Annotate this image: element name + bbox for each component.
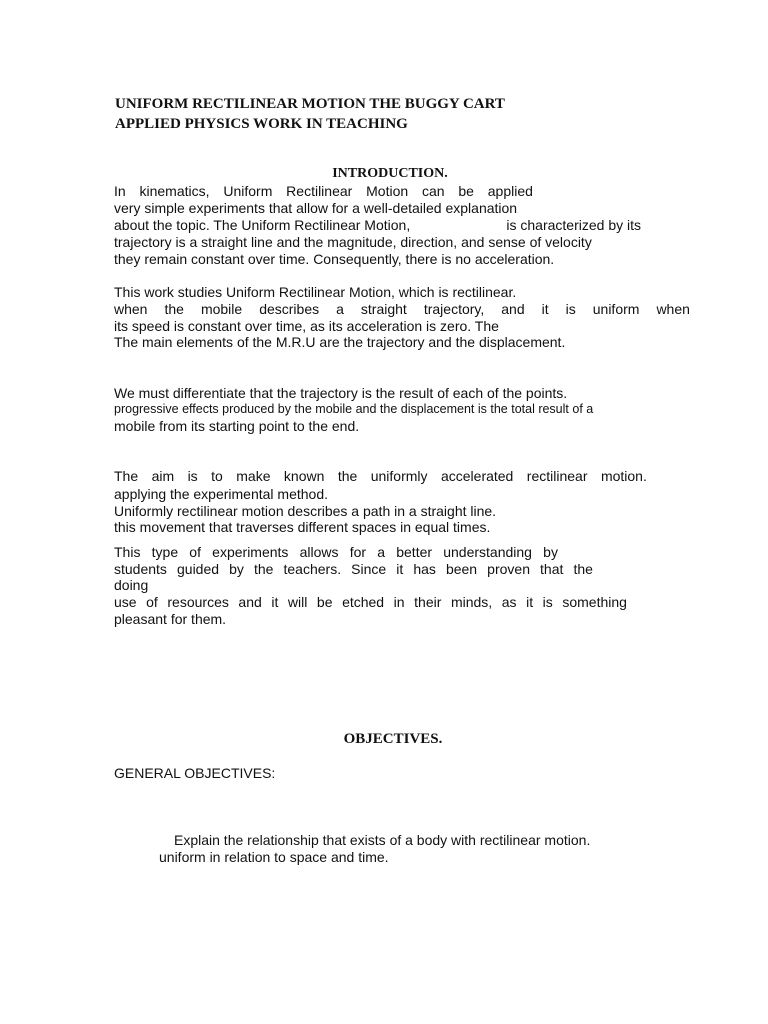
paragraph5-line-4 <box>114 594 627 611</box>
objectives-heading: OBJECTIVES. <box>343 731 443 747</box>
word: resources <box>167 594 229 610</box>
word: applied <box>487 183 533 199</box>
word: will <box>287 594 308 610</box>
word: better <box>396 544 433 560</box>
word: guided <box>177 561 220 577</box>
word: trajectory, <box>423 301 485 317</box>
word: can <box>421 183 445 199</box>
word: is <box>542 594 553 610</box>
word: understanding <box>443 544 532 560</box>
general-objectives-label: GENERAL OBJECTIVES: <box>114 765 276 781</box>
paragraph5-line-1 <box>114 544 558 561</box>
word: The <box>114 468 139 484</box>
word: students <box>114 561 167 577</box>
word: allows <box>299 544 339 560</box>
word: been <box>445 561 478 577</box>
word: Uniform <box>223 183 273 199</box>
word: is <box>187 468 198 484</box>
word: motion. <box>600 468 647 484</box>
word: when <box>114 301 148 317</box>
word: when <box>656 301 690 317</box>
word: uniformly <box>370 468 428 484</box>
paragraph1-line-5: they remain constant over time. Consequently, there is no acceleration. <box>114 251 555 267</box>
paragraph1-line-4: trajectory is a straight line and the magnitude, direction, and sense of velocity <box>114 234 592 250</box>
paragraph1-line-1 <box>114 183 533 200</box>
word: be <box>316 594 333 610</box>
word: of <box>189 544 201 560</box>
paragraph1-line-3 <box>114 217 641 234</box>
paragraph2-line-2 <box>114 301 690 318</box>
word: teachers. <box>283 561 342 577</box>
word: experiments <box>212 544 289 560</box>
word: mobile <box>200 301 243 317</box>
paragraph3-line-2: progressive effects produced by the mobile and the displacement is the total result of a <box>114 402 594 416</box>
word: of <box>146 594 158 610</box>
word: the <box>164 301 184 317</box>
word: make <box>236 468 271 484</box>
paragraph4-line-3: Uniformly rectilinear motion describes a path in a straight line. <box>114 503 497 519</box>
word: describes <box>259 301 320 317</box>
word: minds, <box>450 594 493 610</box>
word: type <box>151 544 179 560</box>
word: and <box>501 301 525 317</box>
word: etched <box>342 594 385 610</box>
word: rectilinear <box>526 468 588 484</box>
word: accelerated <box>440 468 514 484</box>
word: Since <box>351 561 387 577</box>
word: straight <box>360 301 407 317</box>
line-segment: about the topic. The Uniform Rectilinear Motion, <box>114 217 411 233</box>
word: In <box>114 183 126 199</box>
word: the <box>573 561 593 577</box>
word: it <box>271 594 279 610</box>
word: is <box>565 301 576 317</box>
word: that <box>540 561 564 577</box>
word: in <box>393 594 405 610</box>
paragraph2-line-3: its speed is constant over time, as its acceleration is zero. The <box>114 318 499 334</box>
document-title-line-1: UNIFORM RECTILINEAR MOTION THE BUGGY CART <box>115 96 505 112</box>
word: known <box>283 468 325 484</box>
paragraph3-line-3: mobile from its starting point to the end. <box>114 418 360 434</box>
word: as <box>501 594 517 610</box>
paragraph5-line-5: pleasant for them. <box>114 611 227 627</box>
word: it <box>396 561 404 577</box>
word: has <box>413 561 436 577</box>
paragraph2-line-4: The main elements of the M.R.U are the trajectory and the displacement. <box>114 334 566 350</box>
word: it <box>526 594 534 610</box>
line-segment: is characterized by its <box>506 217 641 233</box>
paragraph5-line-3: doing <box>114 577 149 593</box>
word: the <box>253 561 274 577</box>
word: and <box>238 594 262 610</box>
word: it <box>541 301 549 317</box>
word: a <box>336 301 344 317</box>
word: by <box>229 561 244 577</box>
word: use <box>114 594 137 610</box>
word: something <box>562 594 627 610</box>
word: the <box>337 468 358 484</box>
word: uniform <box>592 301 640 317</box>
objective-item-1-line-1: Explain the relationship that exists of a body with rectilinear motion. <box>174 832 591 848</box>
document-title-line-2: APPLIED PHYSICS WORK IN TEACHING <box>115 116 408 132</box>
word: kinematics, <box>139 183 210 199</box>
paragraph3-line-1: We must differentiate that the trajectory is the result of each of the points. <box>114 385 568 401</box>
word: a <box>377 544 386 560</box>
word: proven <box>487 561 530 577</box>
objective-item-1-line-2: uniform in relation to space and time. <box>159 849 389 865</box>
word: for <box>349 544 367 560</box>
paragraph2-line-1: This work studies Uniform Rectilinear Motion, which is rectilinear. <box>114 284 517 300</box>
word: aim <box>151 468 175 484</box>
word: Rectilinear <box>286 183 353 199</box>
paragraph5-line-2 <box>114 561 593 578</box>
word: This <box>114 544 141 560</box>
introduction-heading: INTRODUCTION. <box>332 166 448 181</box>
paragraph4-line-2: applying the experimental method. <box>114 486 329 502</box>
paragraph4-line-4: this movement that traverses different spaces in equal times. <box>114 519 491 535</box>
word: Motion <box>366 183 409 199</box>
word: to <box>211 468 223 484</box>
word: their <box>414 594 442 610</box>
word: by <box>543 544 558 560</box>
paragraph1-line-2: very simple experiments that allow for a well-detailed explanation <box>114 200 518 216</box>
word: be <box>458 183 474 199</box>
paragraph4-line-1 <box>114 468 647 485</box>
